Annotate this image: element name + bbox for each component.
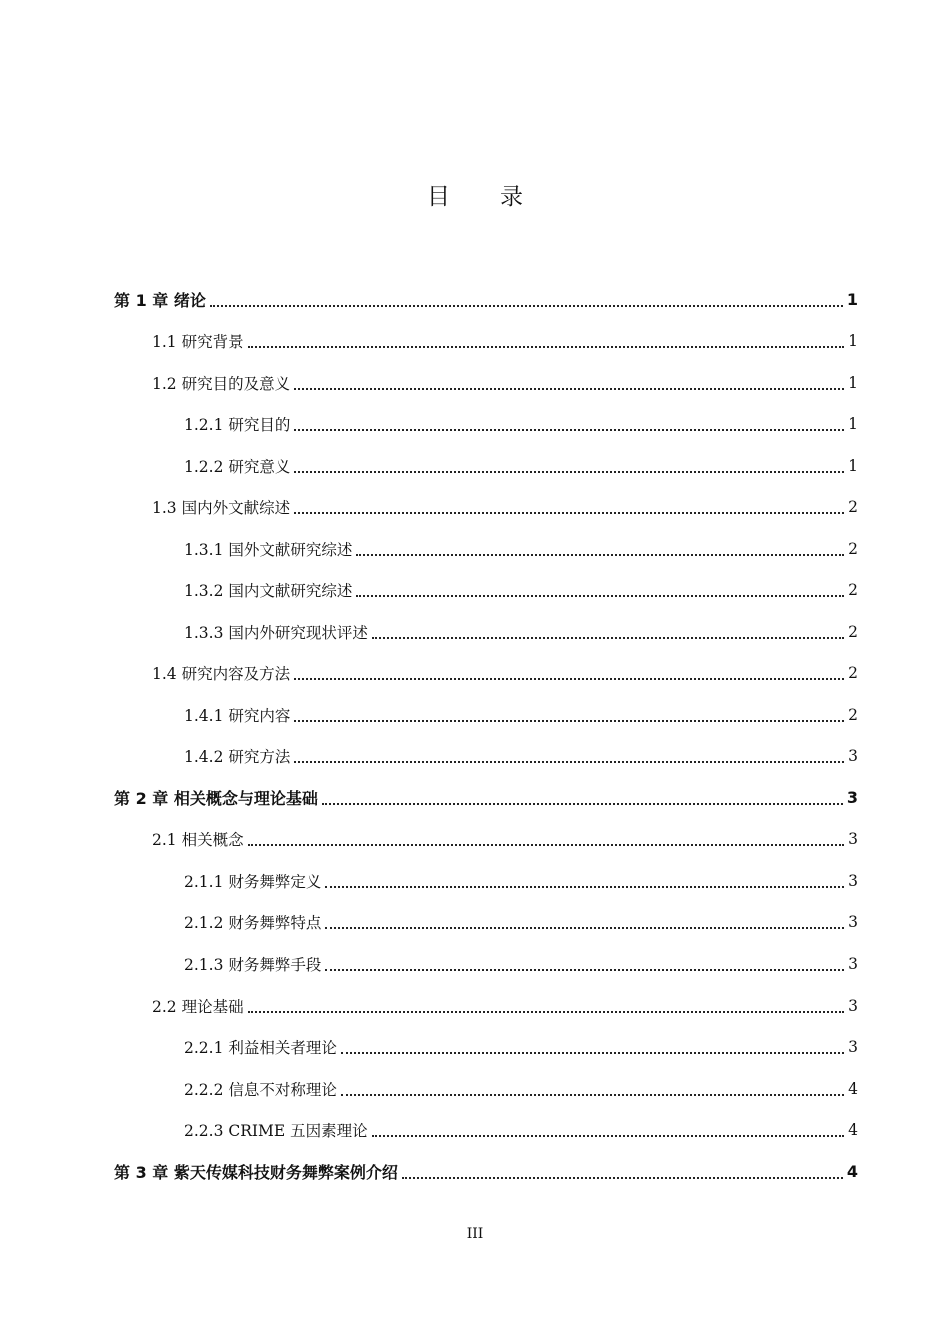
toc-page-number: 1 (848, 456, 858, 475)
dot-leader (325, 927, 844, 929)
toc-section-entry[interactable] (0, 736, 950, 778)
toc-page-number: 2 (848, 664, 858, 683)
toc-section-entry[interactable] (0, 860, 950, 902)
toc-section-entry[interactable] (0, 445, 950, 487)
toc-entry-text: 2.2 理论基础 (152, 997, 244, 1016)
toc-entry-text: 1.4.2 研究方法 (184, 748, 291, 767)
toc-title: 目录 (427, 184, 573, 210)
toc-section-entry[interactable] (0, 1109, 950, 1151)
toc-page-number: 1 (846, 290, 858, 310)
toc-section-entry[interactable] (0, 404, 950, 446)
dot-leader (322, 803, 843, 805)
toc-section-entry[interactable] (0, 1068, 950, 1110)
toc-page-number: 3 (846, 788, 858, 808)
dot-leader (325, 969, 844, 971)
dot-leader (402, 1177, 843, 1179)
toc-entry-text: 第 3 章 紫天传媒科技财务舞弊案例介绍 (114, 1163, 398, 1183)
dot-leader (372, 637, 844, 639)
toc-section-entry[interactable] (0, 985, 950, 1027)
toc-section-entry[interactable] (0, 902, 950, 944)
toc-page-number: 3 (848, 871, 858, 890)
toc-entry-text: 2.1.2 财务舞弊特点 (184, 914, 322, 933)
toc-section-entry[interactable] (0, 362, 950, 404)
dot-leader (372, 1135, 844, 1137)
toc-entry-text: 第 1 章 绪论 (114, 291, 206, 311)
toc-entry-text: 第 2 章 相关概念与理论基础 (114, 789, 318, 809)
toc-chapter-entry[interactable] (0, 279, 950, 321)
toc-entry-text: 2.1.1 财务舞弊定义 (184, 872, 322, 891)
toc-entry-text: 1.3.3 国内外研究现状评述 (184, 623, 368, 642)
dot-leader (325, 886, 844, 888)
toc-page-number: 3 (848, 830, 858, 849)
toc-page-number: 2 (848, 622, 858, 641)
toc-entry-text: 1.4.1 研究内容 (184, 706, 291, 725)
toc-section-entry[interactable] (0, 528, 950, 570)
toc-page-number: 4 (848, 1079, 858, 1098)
toc-entry-text: 1.3.2 国内文献研究综述 (184, 582, 353, 601)
toc-page-number: 1 (848, 332, 858, 351)
toc-chapter-entry[interactable] (0, 1151, 950, 1193)
dot-leader (294, 512, 844, 514)
dot-leader (341, 1052, 844, 1054)
toc-page-number: 2 (848, 705, 858, 724)
toc-page-number: 3 (848, 955, 858, 973)
toc-section-entry[interactable] (0, 653, 950, 695)
toc-page-number: 2 (848, 539, 858, 558)
dot-leader (294, 761, 844, 763)
toc-page-number: 1 (848, 373, 858, 392)
page-number-footer: III (466, 1226, 484, 1242)
toc-page-number: 1 (848, 415, 858, 434)
toc-entry-text: 1.3.1 国外文献研究综述 (184, 540, 353, 559)
toc-entry-text: 1.1 研究背景 (152, 333, 244, 352)
table-of-contents (0, 279, 950, 1192)
toc-page-number: 3 (848, 1038, 858, 1057)
dot-leader (294, 471, 844, 473)
toc-entry-text: 2.2.1 利益相关者理论 (184, 1039, 337, 1058)
dot-leader (294, 720, 844, 722)
toc-entry-text: 1.4 研究内容及方法 (152, 665, 291, 684)
toc-entry-text: 2.1.3 财务舞弊手段 (184, 956, 322, 974)
toc-page-number: 4 (846, 1162, 858, 1182)
toc-page-number: 2 (848, 498, 858, 517)
toc-entry-text: 2.1 相关概念 (152, 831, 244, 850)
toc-page-number: 2 (848, 581, 858, 600)
toc-section-entry[interactable] (0, 943, 950, 985)
toc-section-entry[interactable] (0, 1026, 950, 1068)
toc-section-entry[interactable] (0, 819, 950, 861)
toc-entry-text: 1.2.2 研究意义 (184, 457, 291, 476)
dot-leader (294, 678, 844, 680)
dot-leader (356, 595, 844, 597)
dot-leader (356, 554, 844, 556)
toc-page-number: 4 (848, 1121, 858, 1140)
toc-section-entry[interactable] (0, 694, 950, 736)
dot-leader (248, 346, 845, 348)
toc-page-number: 3 (848, 747, 858, 766)
toc-page-number: 3 (848, 913, 858, 932)
toc-page-number: 3 (848, 996, 858, 1015)
toc-entry-text: 1.2 研究目的及意义 (152, 374, 291, 393)
toc-entry-text: 1.2.1 研究目的 (184, 416, 291, 435)
dot-leader (341, 1094, 844, 1096)
toc-section-entry[interactable] (0, 611, 950, 653)
toc-section-entry[interactable] (0, 570, 950, 612)
dot-leader (248, 844, 845, 846)
dot-leader (248, 1011, 845, 1013)
toc-entry-text: 2.2.2 信息不对称理论 (184, 1080, 337, 1099)
toc-entry-text: 2.2.3 CRIME 五因素理论 (184, 1122, 368, 1141)
dot-leader (294, 388, 844, 390)
dot-leader (294, 429, 844, 431)
toc-entry-text: 1.3 国内外文献综述 (152, 499, 291, 518)
toc-section-entry[interactable] (0, 321, 950, 363)
toc-chapter-entry[interactable] (0, 777, 950, 819)
toc-section-entry[interactable] (0, 487, 950, 529)
dot-leader (210, 305, 843, 307)
